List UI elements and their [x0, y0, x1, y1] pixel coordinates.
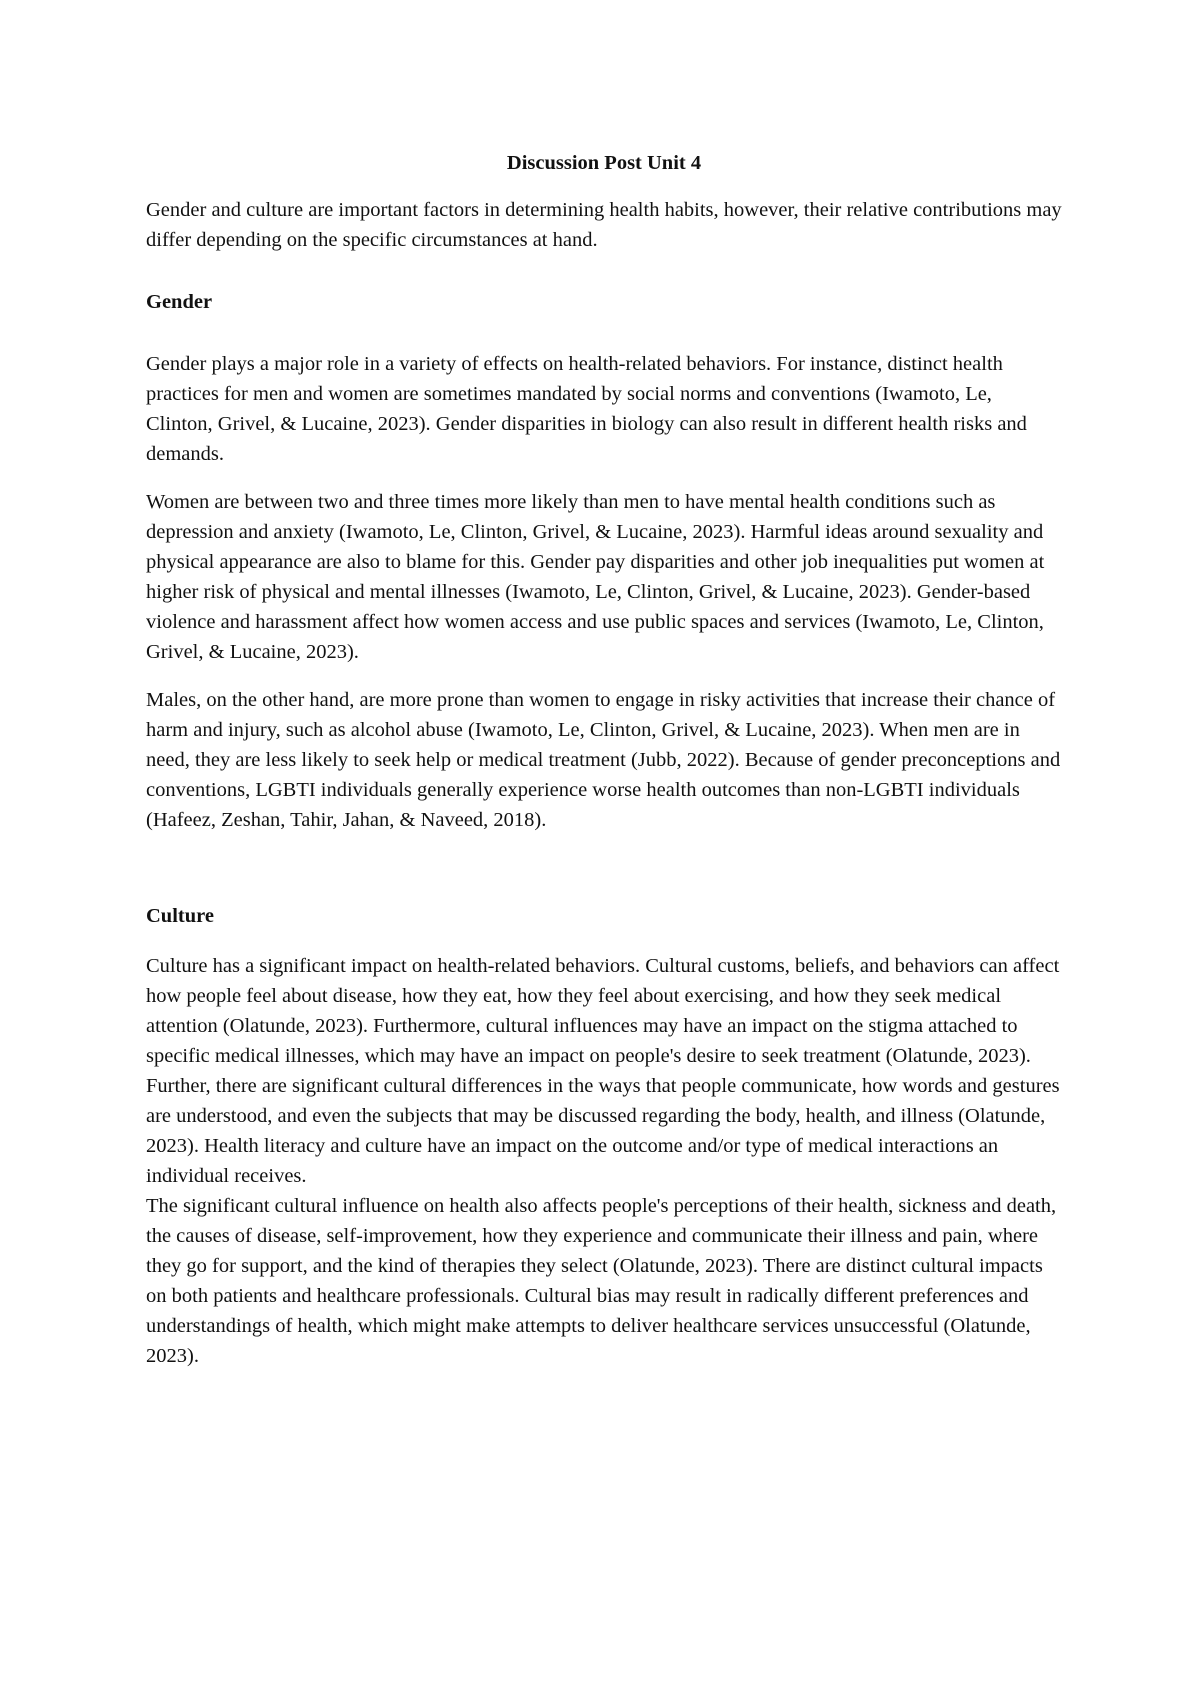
section-heading-gender: Gender	[146, 291, 213, 313]
intro-paragraph: Gender and culture are important factors in determining health habits, however, their relative contributions may differ depending on the specific circumstances at hand.	[146, 199, 1062, 251]
section-heading-culture: Culture	[146, 905, 214, 927]
document-body	[146, 148, 1062, 1371]
culture-paragraph-2: The significant cultural influence on health also affects people's perceptions of their health, sickness and death, the causes of disease, self-improvement, how they experience and communicate their illness and pain, where they go for support, and the kind of therapies they select (Olatunde, 2023). There are distinct cultural impacts on both patients and healthcare professionals. Cultural bias may result in radically different preferences and understandings of health, which might make attempts to deliver healthcare services unsuccessful (Olatunde, 2023).	[146, 1195, 1057, 1367]
gender-paragraph-3: Males, on the other hand, are more prone than women to engage in risky activities that increase their chance of harm and injury, such as alcohol abuse (Iwamoto, Le, Clinton, Grivel, & Lucaine, 2023). When men are in need, they are less likely to seek help or medical treatment (Jubb, 2022). Because of gender preconceptions and conventions, LGBTI individuals generally experience worse health outcomes than non-LGBTI individuals (Hafeez, Zeshan, Tahir, Jahan, & Naveed, 2018).	[146, 689, 1061, 831]
gender-paragraph-1: Gender plays a major role in a variety of effects on health-related behaviors. For instance, distinct health practices for men and women are sometimes mandated by social norms and conventions (Iwamoto, Le, Clinton, Grivel, & Lucaine, 2023). Gender disparities in biology can also result in different health risks and demands.	[146, 353, 1027, 465]
document-title: Discussion Post Unit 4	[506, 152, 702, 174]
culture-paragraph-1: Culture has a significant impact on health-related behaviors. Cultural customs, beliefs, and behaviors can affect how people feel about disease, how they eat, how they feel about exercising, and how they seek medical attention (Olatunde, 2023). Furthermore, cultural influences may have an impact on the stigma attached to specific medical illnesses, which may have an impact on people's desire to seek treatment (Olatunde, 2023). Further, there are significant cultural differences in the ways that people communicate, how words and gestures are understood, and even the subjects that may be discussed regarding the body, health, and illness (Olatunde, 2023). Health literacy and culture have an impact on the outcome and/or type of medical interactions an individual receives.	[146, 955, 1060, 1187]
gender-paragraph-2: Women are between two and three times more likely than men to have mental health conditions such as depression and anxiety (Iwamoto, Le, Clinton, Grivel, & Lucaine, 2023). Harmful ideas around sexuality and physical appearance are also to blame for this. Gender pay disparities and other job inequalities put women at higher risk of physical and mental illnesses (Iwamoto, Le, Clinton, Grivel, & Lucaine, 2023). Gender-based violence and harassment affect how women access and use public spaces and services (Iwamoto, Le, Clinton, Grivel, & Lucaine, 2023).	[146, 491, 1045, 663]
